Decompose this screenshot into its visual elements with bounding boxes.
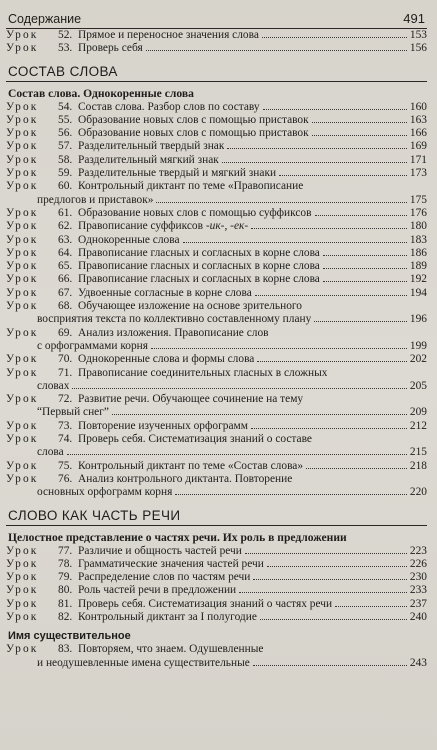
toc-entry-line: [6, 571, 427, 584]
page-ref: 171: [409, 153, 427, 166]
toc-entry-line: [6, 327, 427, 340]
lesson-number: 73.: [58, 419, 73, 432]
toc-entry-line: [6, 313, 427, 326]
lesson-number: 67.: [58, 286, 73, 299]
lesson-label: Урок: [6, 127, 39, 140]
page-ref: 205: [409, 379, 427, 392]
toc-entry-line: [6, 273, 427, 286]
dot-leader: [312, 122, 407, 123]
lesson-title: Удвоенные согласные в корне слова: [78, 286, 252, 299]
lesson-title: Состав слова. Разбор слов по составу: [78, 100, 260, 113]
lesson-title: и неодушевленные имена существительные: [37, 656, 250, 669]
lesson-title: Контрольный диктант по теме «Правописание: [78, 180, 304, 193]
lesson-label: Урок: [6, 220, 39, 233]
subsection-heading: Имя существительное: [8, 630, 131, 643]
lesson-number: 78.: [58, 557, 73, 570]
dot-leader: [314, 321, 407, 322]
dot-leader: [323, 268, 407, 269]
page-ref: 166: [409, 127, 427, 140]
dot-leader: [175, 494, 407, 495]
toc-entry-line: [6, 234, 427, 247]
page-ref: 153: [409, 29, 427, 41]
lesson-title: Однокоренные слова: [78, 233, 180, 246]
page-ref: 223: [409, 544, 427, 557]
lesson-title: Проверь себя. Систематизация знаний о составе: [78, 433, 312, 446]
lesson-label: Урок: [6, 610, 39, 623]
lesson-label: Урок: [6, 153, 39, 166]
lesson-title: “Первый снег”: [37, 406, 109, 419]
dot-leader: [156, 202, 407, 203]
toc-entry-line: [6, 367, 427, 380]
lesson-title: Образование новых слов с помощью приставок: [78, 113, 309, 126]
page-ref: 156: [409, 42, 427, 55]
lesson-title: Обучающее изложение на основе зрительного: [78, 300, 302, 313]
page-ref: 237: [409, 597, 427, 610]
page-ref: 169: [409, 140, 427, 153]
lesson-number: 52.: [58, 29, 73, 41]
lesson-number: 75.: [58, 459, 73, 472]
lesson-title: Правописание суффиксов -ик-, -ек-: [78, 220, 249, 233]
toc-entry-line: [6, 340, 427, 353]
lesson-label: Урок: [6, 544, 39, 557]
toc-entry-line: [6, 127, 427, 140]
lesson-number: 55.: [58, 113, 73, 126]
page-ref: 183: [409, 233, 427, 246]
lesson-label: Урок: [6, 459, 39, 472]
lesson-number: 82.: [58, 610, 73, 623]
lesson-title: основных орфограмм корня: [37, 486, 173, 499]
dot-leader: [183, 242, 407, 243]
dot-leader: [227, 148, 407, 149]
lesson-label: Урок: [6, 29, 39, 41]
lesson-title: Проверь себя. Систематизация знаний о частях речи: [78, 597, 333, 610]
lesson-title: словах: [37, 379, 70, 392]
page-ref: 199: [409, 339, 427, 352]
section-heading: СЛОВО КАК ЧАСТЬ РЕЧИ: [6, 508, 427, 526]
toc-entry-line: [6, 220, 427, 233]
toc-entry-line: [6, 180, 427, 193]
lesson-label: Урок: [6, 584, 39, 597]
toc-entry-line: [6, 287, 427, 300]
dot-leader: [239, 592, 407, 593]
lesson-number: 59.: [58, 167, 73, 180]
dot-leader: [279, 175, 407, 176]
page-ref: 180: [409, 220, 427, 233]
lesson-label: Урок: [6, 419, 39, 432]
toc-entry-line: [6, 611, 427, 624]
lesson-title: Разделительный твердый знак: [78, 140, 225, 153]
toc-entry-line: [6, 101, 427, 114]
dot-leader: [151, 348, 407, 349]
toc-entry-line: [6, 114, 427, 127]
toc-entry-line: [6, 584, 427, 597]
page-ref: 209: [409, 406, 427, 419]
page-ref: 173: [409, 167, 427, 180]
lesson-number: 74.: [58, 433, 73, 446]
page-ref: 240: [409, 610, 427, 623]
lesson-title: Разделительные твердый и мягкий знаки: [78, 167, 277, 180]
lesson-number: 66.: [58, 273, 73, 286]
dot-leader: [306, 468, 407, 469]
toc-entry-line: [6, 300, 427, 313]
page-ref: 215: [409, 446, 427, 459]
toc-entry-line: [6, 558, 427, 571]
page-ref: 226: [409, 557, 427, 570]
lesson-number: 53.: [58, 42, 73, 55]
lesson-label: Урок: [6, 180, 39, 193]
lesson-title: Разделительный мягкий знак: [78, 153, 219, 166]
lesson-label: Урок: [6, 206, 39, 219]
page-ref: 202: [409, 353, 427, 366]
toc-entry-line: [6, 167, 427, 180]
lesson-title: Контрольный диктант за I полугодие: [78, 610, 257, 623]
toc-body: [6, 29, 427, 670]
page-ref: 160: [409, 100, 427, 113]
lesson-number: 80.: [58, 584, 73, 597]
lesson-number: 62.: [58, 220, 73, 233]
lesson-title: Образование новых слов с помощью суффиксов: [78, 206, 312, 219]
lesson-label: Урок: [6, 300, 39, 313]
lesson-title: Распределение слов по частям речи: [78, 571, 251, 584]
toc-entry-line: [6, 433, 427, 446]
page-ref: 186: [409, 246, 427, 259]
lesson-number: 54.: [58, 100, 73, 113]
dot-leader: [335, 606, 407, 607]
lesson-title: Проверь себя: [78, 42, 143, 55]
page-ref: 220: [409, 486, 427, 499]
toc-entry-line: [6, 486, 427, 499]
lesson-label: Урок: [6, 100, 39, 113]
toc-entry-line: [6, 643, 427, 656]
dot-leader: [260, 619, 407, 620]
lesson-label: Урок: [6, 366, 39, 379]
lesson-number: 79.: [58, 571, 73, 584]
lesson-title: Различие и общность частей речи: [78, 544, 242, 557]
toc-entry-line: [6, 154, 427, 167]
lesson-title: предлогов и приставок»: [37, 193, 154, 206]
lesson-title: восприятия текста по коллективно составленному плану: [37, 313, 312, 326]
page-ref: 218: [409, 459, 427, 472]
page-number: 491: [403, 11, 425, 26]
lesson-label: Урок: [6, 643, 39, 656]
dot-leader: [312, 135, 407, 136]
toc-entry-line: [6, 353, 427, 366]
lesson-number: 83.: [58, 643, 73, 656]
page-ref: 196: [409, 313, 427, 326]
page-ref: 194: [409, 286, 427, 299]
dot-leader: [67, 454, 407, 455]
italic-suffixes: -ик-, -ек-: [205, 220, 249, 233]
page-ref: 189: [409, 260, 427, 273]
lesson-label: Урок: [6, 472, 39, 485]
dot-leader: [72, 388, 407, 389]
toc-entry-line: [6, 446, 427, 459]
lesson-number: 72.: [58, 393, 73, 406]
lesson-label: Урок: [6, 597, 39, 610]
toc-entry-line: [6, 42, 427, 55]
dot-leader: [257, 361, 407, 362]
lesson-number: 61.: [58, 206, 73, 219]
lesson-title: Грамматические значения частей речи: [78, 557, 264, 570]
lesson-number: 68.: [58, 300, 73, 313]
lesson-title: Анализ изложения. Правописание слов: [78, 326, 269, 339]
toc-entry-line: [6, 393, 427, 406]
page-ref: 230: [409, 571, 427, 584]
dot-leader: [146, 50, 407, 51]
lesson-title: слова: [37, 446, 64, 459]
lesson-number: 64.: [58, 246, 73, 259]
toc-entry-line: [6, 140, 427, 153]
toc-entry-line: [6, 545, 427, 558]
dot-leader: [112, 414, 407, 415]
lesson-number: 56.: [58, 127, 73, 140]
page-ref: 243: [409, 656, 427, 669]
toc-entry-line: [6, 207, 427, 220]
lesson-label: Урок: [6, 353, 39, 366]
lesson-label: Урок: [6, 42, 39, 55]
page-ref: 175: [409, 193, 427, 206]
lesson-number: 57.: [58, 140, 73, 153]
dot-leader: [253, 665, 407, 666]
lesson-number: 65.: [58, 260, 73, 273]
toc-entry-line: [6, 194, 427, 207]
page-ref: 212: [409, 419, 427, 432]
toc-entry-line: [6, 420, 427, 433]
toc-entry-line: [6, 598, 427, 611]
lesson-number: 70.: [58, 353, 73, 366]
lesson-number: 76.: [58, 472, 73, 485]
running-head: [6, 6, 427, 29]
lesson-label: Урок: [6, 167, 39, 180]
dot-leader: [315, 215, 408, 216]
dot-leader: [255, 295, 407, 296]
toc-entry-line: [6, 260, 427, 273]
lesson-title: Однокоренные слова и формы слова: [78, 353, 255, 366]
lesson-label: Урок: [6, 557, 39, 570]
lesson-number: 60.: [58, 180, 73, 193]
lesson-label: Урок: [6, 286, 39, 299]
dot-leader: [253, 579, 407, 580]
dot-leader: [323, 281, 407, 282]
lesson-number: 77.: [58, 544, 73, 557]
lesson-label: Урок: [6, 571, 39, 584]
lesson-title: Правописание гласных и согласных в корне слова: [78, 260, 320, 273]
lesson-title: Правописание соединительных гласных в сложных: [78, 366, 328, 379]
spacer: [6, 56, 427, 64]
subsection-heading: Целостное представление о частях речи. Их роль в предложении: [8, 530, 347, 544]
lesson-label: Урок: [6, 393, 39, 406]
lesson-number: 69.: [58, 326, 73, 339]
toc-entry-line: [6, 29, 427, 42]
dot-leader: [267, 566, 407, 567]
spacer: [6, 500, 427, 508]
lesson-title: с орфограммами корня: [37, 339, 149, 352]
page-ref: 233: [409, 584, 427, 597]
dot-leader: [263, 109, 407, 110]
subsection-heading: Состав слова. Однокоренные слова: [8, 86, 194, 100]
toc-entry-line: [6, 473, 427, 486]
dot-leader: [262, 37, 407, 38]
dot-leader: [251, 228, 407, 229]
lesson-title: Роль частей речи в предложении: [78, 584, 237, 597]
lesson-label: Урок: [6, 113, 39, 126]
lesson-title: Повторение изученных орфограмм: [78, 419, 248, 432]
toc-entry-line: [6, 657, 427, 670]
lesson-label: Урок: [6, 233, 39, 246]
toc-entry-line: [6, 406, 427, 419]
dot-leader: [222, 162, 407, 163]
lesson-label: Урок: [6, 433, 39, 446]
lesson-number: 71.: [58, 366, 73, 379]
running-head-title: Содержание: [8, 12, 82, 26]
lesson-label: Урок: [6, 140, 39, 153]
lesson-number: 81.: [58, 597, 73, 610]
lesson-label: Урок: [6, 260, 39, 273]
page-ref: 192: [409, 273, 427, 286]
toc-entry-line: [6, 460, 427, 473]
toc-entry-line: [6, 380, 427, 393]
lesson-title: Образование новых слов с помощью приставок: [78, 127, 309, 140]
lesson-title: Контрольный диктант по теме «Состав слова»: [78, 459, 304, 472]
lesson-title: Повторяем, что знаем. Одушевленные: [78, 643, 264, 656]
dot-leader: [323, 255, 407, 256]
dot-leader: [251, 428, 407, 429]
lesson-title: Правописание гласных и согласных в корне слова: [78, 246, 320, 259]
lesson-number: 63.: [58, 233, 73, 246]
lesson-title: Прямое и переносное значения слова: [78, 29, 259, 41]
page-ref: 176: [409, 206, 427, 219]
lesson-title: Правописание гласных и согласных в корне слова: [78, 273, 320, 286]
lesson-label: Урок: [6, 246, 39, 259]
lesson-title: Развитие речи. Обучающее сочинение на тему: [78, 393, 304, 406]
toc-entry-line: [6, 247, 427, 260]
lesson-label: Урок: [6, 273, 39, 286]
lesson-label: Урок: [6, 326, 39, 339]
section-heading: СОСТАВ СЛОВА: [6, 64, 427, 82]
lesson-number: 58.: [58, 153, 73, 166]
lesson-title: Анализ контрольного диктанта. Повторение: [78, 472, 293, 485]
dot-leader: [245, 553, 407, 554]
page-ref: 163: [409, 113, 427, 126]
